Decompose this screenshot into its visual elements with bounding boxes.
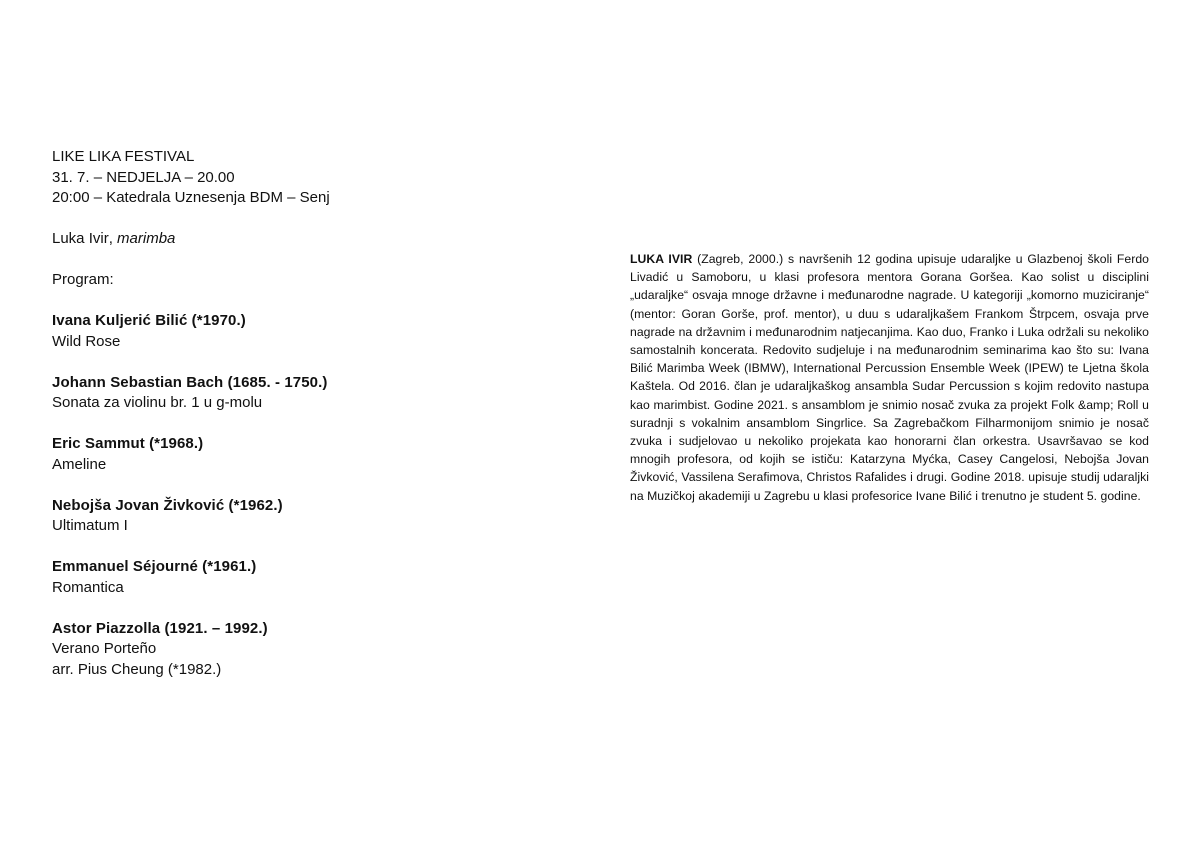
biography-name: LUKA IVIR (630, 252, 693, 266)
work-title: Ultimatum I (52, 517, 128, 534)
spacer (52, 250, 572, 271)
performer-name: Luka Ivir (52, 230, 109, 247)
program-entry (52, 619, 572, 681)
composer-name: Johann Sebastian Bach (1685. - 1750.) (52, 373, 328, 391)
event-date: 31. 7. – NEDJELJA – 20.00 (52, 168, 235, 186)
festival-title: LIKE LIKA FESTIVAL (52, 148, 195, 165)
performer-separator: , (108, 230, 118, 247)
program-entry (52, 434, 572, 475)
composer-name: Emmanuel Séjourné (*1961.) (52, 558, 257, 575)
event-venue: 20:00 – Katedrala Uznesenja BDM – Senj (52, 189, 330, 206)
performer-line (52, 229, 572, 250)
program-entry (52, 496, 572, 537)
composer-name: Astor Piazzolla (1921. – 1992.) (52, 619, 268, 637)
work-title: Verano Porteño (52, 640, 157, 657)
composer-name: Eric Sammut (*1968.) (52, 435, 204, 452)
arrangement-note: arr. Pius Cheung (*1982.) (52, 660, 222, 678)
event-header (52, 147, 572, 209)
spacer (52, 291, 572, 312)
work-title: Wild Rose (52, 332, 121, 350)
performer-instrument: marimba (117, 230, 176, 247)
work-title: Sonata za violinu br. 1 u g-molu (52, 394, 263, 411)
concert-program-column (52, 147, 572, 701)
program-label: Program: (52, 271, 114, 288)
work-title: Ameline (52, 455, 107, 473)
work-title: Romantica (52, 578, 124, 596)
biography-paragraph (630, 250, 1149, 505)
program-entry (52, 373, 572, 414)
spacer (52, 209, 572, 230)
composer-name: Nebojša Jovan Živković (*1962.) (52, 496, 283, 514)
program-list (52, 311, 572, 680)
program-entry (52, 311, 572, 352)
composer-name: Ivana Kuljerić Bilić (*1970.) (52, 312, 246, 329)
program-entry (52, 557, 572, 598)
biography-text: (Zagreb, 2000.) s navršenih 12 godina upisuje udaraljke u Glazbenoj školi Ferdo Livadić u Samoboru, u klasi profesora mentora Gorana Goršea. Kao solist u disciplini „udaraljke“ osvaja mnoge državne i međunarodne nagrade. U kategoriji „komorno muziciranje“ (mentor: Goran Gorše, prof. mentor), u duu s udaraljkašem Frankom Štrpcem, osvaja prve nagrade na državnim i međunarodnim natjecanjima. Kao duo, Franko i Luka održali su nekoliko samostalnih koncerata. Redovito sudjeluje i na međunarodnim seminarima kao što su: Ivana Bilić Marimba Week (IBMW), International Percussion Ensemble Week (IPEW) te Ljetna škola Kaštela. Od 2016. član je udaraljkaškog ansambla Sudar Percussion s kojim redovito nastupa kao marimbist. Godine 2021. s ansamblom je snimio nosač zvuka za projekt Folk &amp; Roll u suradnji s vokalnim ansamblom Singrlice. Sa Zagrebačkom Filharmonijom snimio je nosač zvuka i sudjelovao u nekoliko projekata kao honorarni član orkestra. Usavršavao se kod mnogih profesora, od kojih se ističu: Katarzyna Myćka, Casey Cangelosi, Nebojša Jovan Živković, Vassilena Serafimova, Christos Rafalides i drugi. Godine 2018. upisuje studij udaraljki na Muzičkoj akademiji u Zagrebu u klasi profesorice Ivane Bilić i trenutno je student 5. godine. (630, 252, 1149, 503)
